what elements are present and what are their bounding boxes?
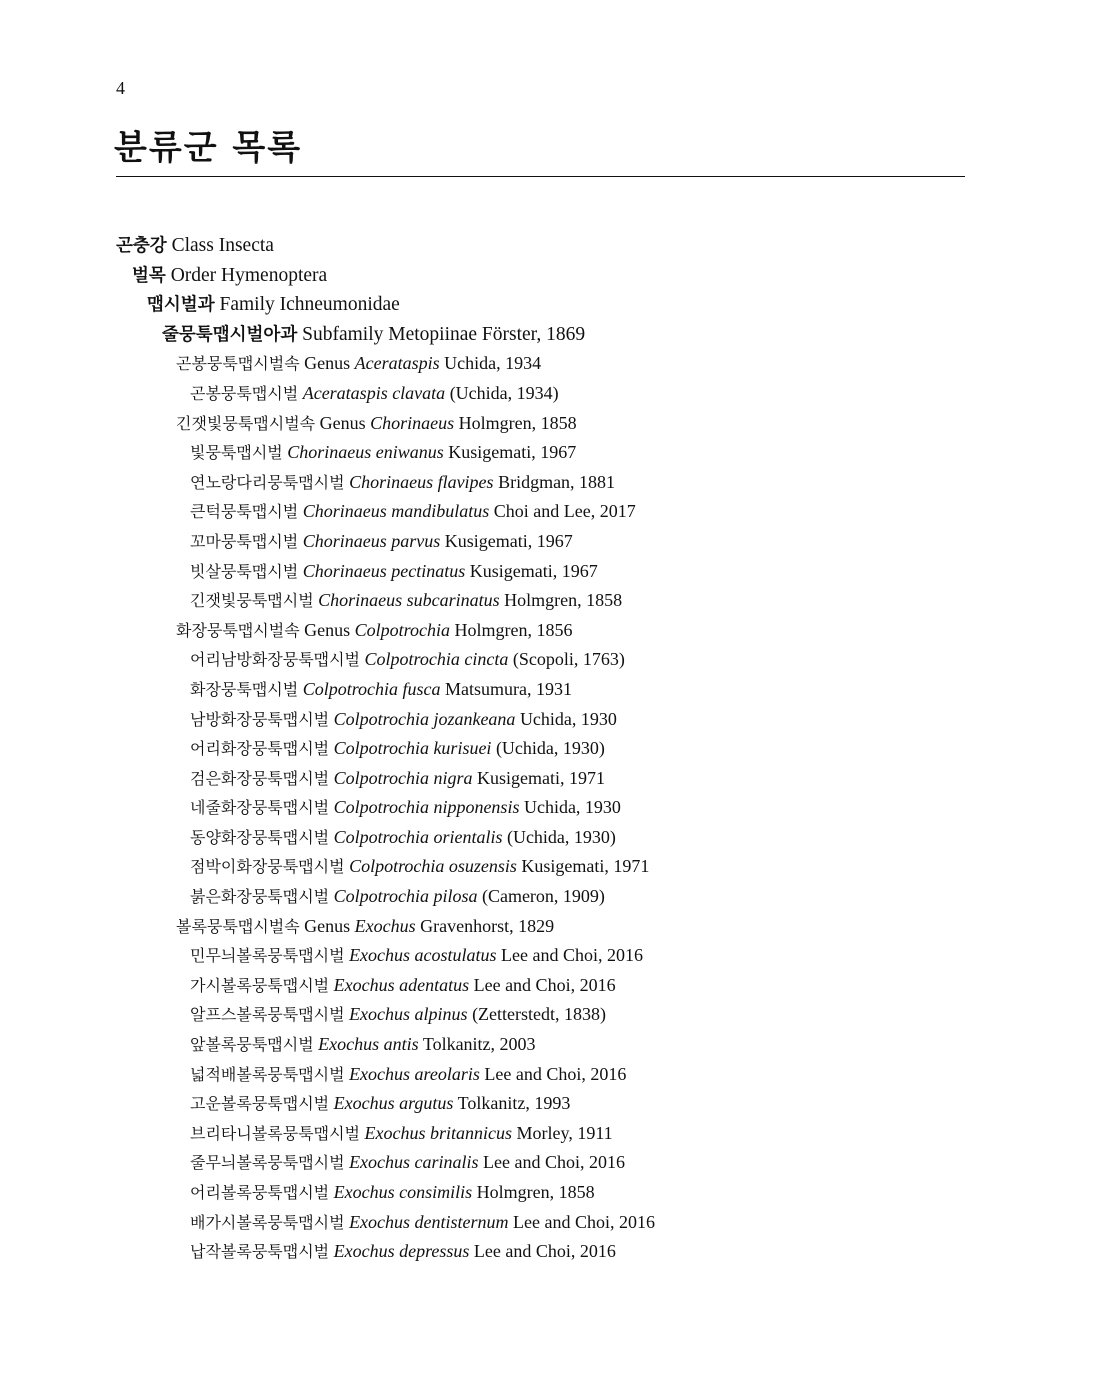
- scientific-name: Colpotrochia fusca: [302, 678, 441, 699]
- scientific-name: Chorinaeus subcarinatus: [318, 590, 500, 611]
- scientific-name: Colpotrochia osuzensis: [349, 856, 517, 877]
- taxon-entry: [116, 409, 1016, 439]
- author-year: Gravenhorst, 1829: [415, 915, 555, 936]
- taxon-entry: [116, 557, 1016, 587]
- taxon-entry: [116, 497, 1016, 527]
- author-year: (Zetterstedt, 1838): [467, 1004, 607, 1025]
- author-year: Lee and Choi, 2016: [469, 974, 616, 995]
- korean-name: 넓적배볼록뭉툭맵시벌: [190, 1064, 345, 1084]
- korean-name: 어리볼록뭉툭맵시벌: [190, 1183, 330, 1202]
- korean-name: 앞볼록뭉툭맵시벌: [190, 1035, 314, 1055]
- korean-name: 맵시벌과: [147, 295, 215, 316]
- rank-and-name: Class Insecta: [171, 235, 274, 256]
- taxon-entry: [116, 1148, 1016, 1178]
- author-year: Bridgman, 1881: [493, 471, 616, 492]
- korean-name: 점박이화장뭉툭맵시벌: [190, 857, 345, 877]
- taxon-entry: [116, 764, 1016, 794]
- taxon-entry: [116, 941, 1016, 971]
- taxon-entry: [116, 468, 1016, 498]
- korean-name: 줄무늬볼록뭉툭맵시벌: [190, 1153, 345, 1173]
- taxon-entry: [116, 1089, 1016, 1119]
- author-year: Kusigemati, 1967: [440, 530, 573, 551]
- korean-name: 꼬마뭉툭맵시벌: [190, 531, 299, 551]
- korean-name: 화장뭉툭맵시벌: [190, 679, 299, 699]
- scientific-name: Exochus areolaris: [349, 1063, 480, 1084]
- scientific-name: Exochus depressus: [333, 1241, 470, 1262]
- taxon-entry: [116, 527, 1016, 557]
- korean-name: 고운볼록뭉툭맵시벌: [190, 1094, 330, 1114]
- rank-and-name: Order Hymenoptera: [170, 264, 328, 286]
- scientific-name: Colpotrochia nipponensis: [333, 797, 520, 818]
- author-year: (Uchida, 1934): [445, 382, 559, 403]
- scientific-name: Exochus alpinus: [349, 1004, 468, 1025]
- rank-and-name: Family Ichneumonidae: [219, 294, 400, 316]
- taxon-entry: [116, 852, 1016, 882]
- author-year: Lee and Choi, 2016: [508, 1211, 656, 1232]
- page-number: 4: [116, 78, 125, 98]
- korean-name: 검은화장뭉툭맵시벌: [190, 768, 330, 788]
- scientific-name: Colpotrochia orientalis: [333, 826, 503, 847]
- taxon-entry: [116, 438, 1016, 468]
- author-year: Tolkanitz, 2003: [418, 1034, 536, 1055]
- korean-name: 벌목: [132, 265, 166, 286]
- korean-name: 붉은화장뭉툭맵시벌: [190, 887, 330, 907]
- taxon-entry: [116, 645, 1016, 675]
- scientific-name: Exochus argutus: [333, 1093, 454, 1114]
- taxon-entry: [116, 1030, 1016, 1060]
- taxon-entry: [116, 705, 1016, 735]
- korean-name: 동양화장뭉툭맵시벌: [190, 827, 330, 847]
- author-year: (Cameron, 1909): [477, 886, 605, 907]
- korean-name: 곤봉뭉툭맵시벌: [190, 383, 299, 403]
- author-year: (Uchida, 1930): [491, 738, 605, 759]
- taxon-entry: [116, 349, 1016, 379]
- taxon-entry: [116, 586, 1016, 616]
- author-year: Lee and Choi, 2016: [496, 945, 644, 966]
- korean-name: 긴잿빛뭉툭맵시벌속: [176, 413, 316, 433]
- author-year: Tolkanitz, 1993: [453, 1093, 571, 1114]
- taxon-entry: [116, 734, 1016, 764]
- korean-name: 어리남방화장뭉툭맵시벌: [190, 650, 361, 670]
- scientific-name: Colpotrochia pilosa: [333, 886, 478, 907]
- author-year: Holmgren, 1858: [472, 1182, 595, 1202]
- korean-name: 어리화장뭉툭맵시벌: [190, 739, 330, 759]
- taxon-entry: [116, 1178, 1016, 1208]
- korean-name: 곤충강: [116, 236, 167, 256]
- taxon-entry: [116, 793, 1016, 823]
- rank-and-name: Genus: [304, 619, 355, 640]
- taxon-entry: [116, 1060, 1016, 1090]
- author-year: Uchida, 1930: [515, 708, 617, 729]
- scientific-name: Chorinaeus pectinatus: [302, 560, 466, 581]
- scientific-name: Acerataspis: [354, 353, 440, 374]
- author-year: Holmgren, 1856: [450, 619, 573, 640]
- korean-name: 볼록뭉툭맵시벌속: [176, 916, 300, 936]
- taxon-entry: [116, 1119, 1016, 1149]
- rank-and-name: Subfamily Metopiinae Förster, 1869: [302, 323, 586, 345]
- taxon-entry: [116, 320, 1016, 350]
- author-year: Uchida, 1934: [439, 353, 542, 374]
- taxon-entry: [116, 912, 1016, 942]
- korean-name: 납작볼록뭉툭맵시벌: [190, 1242, 330, 1262]
- scientific-name: Colpotrochia: [354, 619, 450, 640]
- taxon-entry: [116, 823, 1016, 853]
- taxon-entry: [116, 1208, 1016, 1238]
- korean-name: 빗살뭉툭맵시벌: [190, 561, 299, 581]
- scientific-name: Colpotrochia kurisuei: [333, 738, 492, 759]
- scientific-name: Exochus: [354, 915, 416, 936]
- scientific-name: Chorinaeus mandibulatus: [302, 501, 490, 522]
- korean-name: 네줄화장뭉툭맵시벌: [190, 798, 330, 818]
- scientific-name: Colpotrochia cincta: [364, 649, 509, 670]
- taxon-entry: [116, 261, 1016, 291]
- korean-name: 민무늬볼록뭉툭맵시벌: [190, 946, 345, 966]
- korean-name: 알프스볼록뭉툭맵시벌: [190, 1005, 345, 1025]
- taxon-entry: [116, 675, 1016, 705]
- author-year: Choi and Lee, 2017: [489, 501, 636, 522]
- scientific-name: Chorinaeus parvus: [302, 530, 441, 551]
- scientific-name: Exochus consimilis: [333, 1182, 473, 1202]
- scientific-name: Acerataspis clavata: [302, 382, 446, 403]
- scientific-name: Chorinaeus flavipes: [349, 471, 494, 492]
- author-year: Uchida, 1930: [519, 797, 621, 818]
- author-year: Lee and Choi, 2016: [478, 1152, 626, 1173]
- author-year: Lee and Choi, 2016: [479, 1063, 627, 1084]
- korean-name: 배가시볼록뭉툭맵시벌: [190, 1212, 345, 1232]
- author-year: Lee and Choi, 2016: [469, 1241, 616, 1262]
- author-year: (Uchida, 1930): [502, 826, 616, 847]
- scientific-name: Colpotrochia jozankeana: [333, 708, 516, 729]
- scientific-name: Exochus britannicus: [364, 1122, 513, 1143]
- author-year: Holmgren, 1858: [454, 412, 577, 433]
- korean-name: 가시볼록뭉툭맵시벌: [190, 975, 330, 995]
- scientific-name: Exochus dentisternum: [349, 1211, 509, 1232]
- author-year: Kusigemati, 1967: [465, 560, 598, 581]
- taxon-entry: [116, 971, 1016, 1001]
- korean-name: 빛뭉툭맵시벌: [190, 443, 283, 463]
- scientific-name: Exochus antis: [318, 1034, 419, 1055]
- author-year: Kusigemati, 1967: [443, 442, 577, 463]
- korean-name: 큰턱뭉툭맵시벌: [190, 502, 299, 522]
- korean-name: 곤봉뭉툭맵시벌속: [176, 354, 300, 374]
- korean-name: 화장뭉툭맵시벌속: [176, 620, 300, 640]
- korean-name: 브리타니볼록뭉툭맵시벌: [190, 1123, 361, 1143]
- rank-and-name: Genus: [304, 915, 355, 936]
- taxon-entry: [116, 616, 1016, 646]
- author-year: (Scopoli, 1763): [508, 649, 625, 670]
- taxon-entry: [116, 379, 1016, 409]
- scientific-name: Chorinaeus eniwanus: [287, 442, 444, 463]
- korean-name: 연노랑다리뭉툭맵시벌: [190, 472, 345, 492]
- rank-and-name: Genus: [319, 412, 371, 433]
- scientific-name: Exochus carinalis: [349, 1152, 479, 1173]
- title-divider: [116, 176, 965, 177]
- author-year: Kusigemati, 1971: [516, 856, 650, 877]
- scientific-name: Colpotrochia nigra: [333, 767, 473, 788]
- taxon-entry: [116, 1237, 1016, 1267]
- rank-and-name: Genus: [304, 353, 355, 374]
- scientific-name: Exochus adentatus: [333, 974, 470, 995]
- scientific-name: Chorinaeus: [370, 412, 455, 433]
- author-year: Kusigemati, 1971: [472, 767, 605, 788]
- taxon-entry: [116, 1000, 1016, 1030]
- author-year: Holmgren, 1858: [499, 590, 623, 611]
- korean-name: 긴잿빛뭉툭맵시벌: [190, 591, 314, 611]
- korean-name: 줄뭉툭맵시벌아과: [162, 324, 298, 345]
- taxon-entry: [116, 290, 1016, 320]
- taxon-entry: [116, 882, 1016, 912]
- author-year: Morley, 1911: [512, 1122, 613, 1143]
- korean-name: 남방화장뭉툭맵시벌: [190, 709, 330, 729]
- taxon-entry: [116, 231, 1016, 261]
- taxon-list: [116, 231, 1016, 1267]
- scientific-name: Exochus acostulatus: [349, 945, 497, 966]
- author-year: Matsumura, 1931: [440, 678, 573, 699]
- page-title: 분류군 목록: [114, 128, 303, 168]
